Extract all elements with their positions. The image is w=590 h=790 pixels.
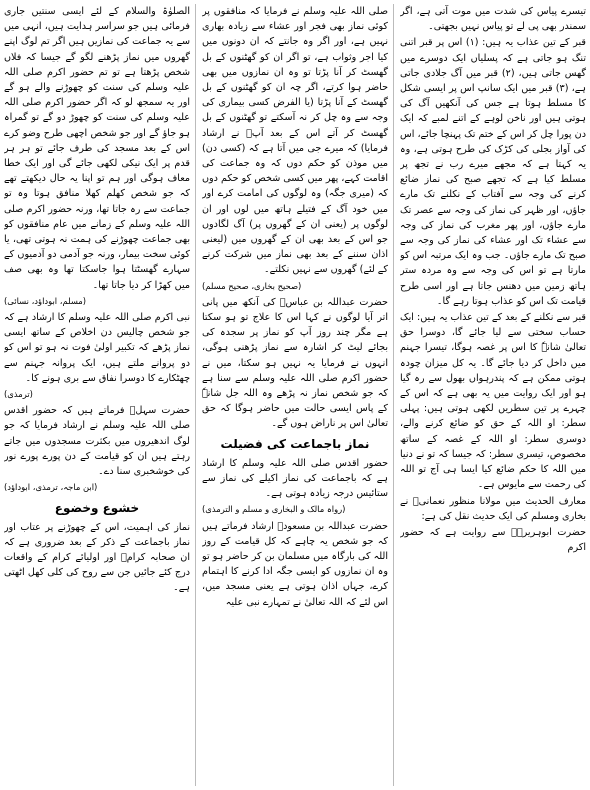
reference: (ابن ماجہ، ترمذی، ابوداؤد) — [4, 482, 98, 493]
section-heading: خشوع وخضوع — [54, 500, 140, 515]
reference: (رواہ مالک و البخاری و مسلم و الترمذی) — [202, 504, 346, 515]
reference: (مسلم، ابوداؤد، نسائی) — [4, 295, 87, 306]
paragraph: حضرت سہلؓ فرماتے ہیں کہ حضور اقدس صلی اللہ علیہ وسلم نے ارشاد فرمایا کہ جو لوگ اندھیروں میں بکثرت مسجدوں میں جاتے رہتے ہیں ان کو قیامت کے دن پورے پورے نور کی خوشخبری سنا دے۔ — [4, 405, 190, 478]
column-3 — [4, 4, 196, 786]
paragraph: حضرت عبداللہ بن عباسؓ کی آنکھ میں پانی اتر آیا لوگوں نے کہا اس کا علاج تو ہو سکتا ہے مگر چند روز آپ کو نماز پر سجدہ کی بجائے لیٹ کر اشارہ سے نماز پڑھنی ہوگی، انہوں نے فرمایا یہ نہیں ہو سکتا، میں نے حضور اکرم صلی اللہ علیہ وسلم سے سنا ہے کہ جو شخص نماز نہ پڑھے وہ اللہ جل شانہٗ کے پاس ایسی حالت میں حاضر ہوگا کہ حق تعالیٰ اس پر ناراض ہوں گے۔ — [202, 296, 388, 430]
column-2 — [202, 4, 394, 786]
column-1 — [400, 4, 586, 786]
paragraph: معارف الحدیث میں مولانا منظور نعمانیؒ نے بخاری ومسلم کی ایک حدیث نقل کی ہے: — [400, 495, 586, 522]
paragraph: تیسرے پیاس کی شدت میں موت آتی ہے، اگر سمندر بھی پی لے تو پیاس نہیں بجھتی۔ — [400, 6, 586, 33]
paragraph: نماز کی اہمیت، اس کے چھوڑنے پر عتاب اور نماز باجماعت کے ذکر کے بعد ضروری ہے کہ ان صحابہ کرامؓ اور اولیائے کرام کے واقعات درج کئے جائیں جن سے روح کی کلی کھل اٹھتی ہے۔ — [4, 521, 190, 594]
reference: (صحیح بخاری، صحیح مسلم) — [202, 280, 302, 291]
paragraph: قبر کے تین عذاب یہ ہیں: (۱) اس پر قبر اتنی تنگ ہو جاتی ہے کہ پسلیاں ایک دوسرے میں گھس جاتی ہیں، (۲) قبر میں آگ جلادی جاتی ہے، (۳) قبر میں ایک سانپ اس پر ایسی شکل کا مسلط ہوتا ہے جس کی آنکھیں آگ کی ہوتی ہیں اور ناخن لوہے کے اتنے لمبے کہ ایک دن پورا چل کر اس کے ختم تک پہنچا جائے، اس کی آواز بجلی کی کڑک کی طرح ہوتی ہے، وہ یہ کہتا ہے کہ مجھے میرے رب نے تجھ پر مسلط کیا ہے کہ تجھے صبح کی نماز ضائع کرنے کی وجہ سے آفتاب کے نکلنے تک مارے جاؤں، اور ظہر کی نماز کی وجہ سے عصر تک مارے جاؤں، اور پھر مغرب کی نماز کی وجہ سے عشاء تک اور عشاء کی نماز کی وجہ سے صبح تک مارے جاؤں۔ جب وہ ایک مرتبہ اس کو مارتا ہے تو اس کی وجہ سے وہ مردہ ستر ہاتھ زمین میں دھنس جاتا ہے اور اسی طرح قیامت تک اس کو عذاب ہوتا رہے گا۔ — [400, 37, 586, 307]
page — [4, 4, 586, 786]
paragraph: نبی اکرم صلی اللہ علیہ وسلم کا ارشاد ہے کہ جو شخص چالیس دن اخلاص کے ساتھ ایسی نماز پڑھے کہ تکبیر اولیٰ فوت نہ ہو تو اس کو دو پروانے ملتے ہیں، ایک پروانہ جہنم سے چھٹکارے کا دوسرا نفاق سے بری ہونے کا۔ — [4, 312, 190, 384]
paragraph: حضور اقدس صلی اللہ علیہ وسلم کا ارشاد ہے کہ باجماعت کی نماز اکیلے کی نماز سے ستائیس درجہ زیادہ ہوتی ہے۔ — [202, 457, 388, 500]
paragraph: حضرت ابوہریرہؓ سے روایت ہے کہ حضور اکرم — [400, 526, 586, 554]
paragraph: صلی اللہ علیہ وسلم نے فرمایا کہ منافقوں پر کوئی نماز بھی فجر اور عشاء سے زیادہ بھاری نہیں ہے، اور اگر وہ جانتے کہ ان دونوں میں کیا اجر وثواب ہے، تو اگر ان کو گھٹنوں کے بل گھسٹ کر آنا پڑتا تو وہ ان نمازوں میں بھی حاضر ہوا کرتے، اگر چہ ان کو گھٹنوں کے بل گھسٹ کے آنا پڑتا (یا الفرض کسی بیماری کی وجہ سے وہ چل کر نہ آسکتے تو گھٹنوں کے بل گھسٹ کر آتے اس کے بعد آپؐ نے ارشاد فرمایا) کہ میرے جی میں آتا ہے کہ (کسی دن) میں موذن کو حکم دوں کہ وہ جماعت کی اقامت کہے، پھر میں کسی شخص کو حکم دوں کہ (میری جگہ) وہ لوگوں کی امامت کرے اور میں خود آگ کے فتیلے ہاتھ میں لوں اور ان لوگوں پر (یعنی ان کے گھروں پر) آگ لگادوں جو اس کے بعد بھی ان کے گھروں میں (لیعنی اذان سننے کے بعد بھی نماز میں شرکت کرنے کے لئے) گھروں سے نہیں نکلتے۔ — [202, 6, 388, 276]
paragraph: الصلوٰۃ والسلام کے لئے ایسی سنتیں جاری فرمائی ہیں جو سراسر ہدایت ہیں، انہی میں سے یہ جماعت کی نمازیں ہیں اگر تم لوگ اپنے گھروں میں نماز پڑھنے لگو گے جیسا کہ فلاں شخص پڑھتا ہے تو تم حضور اکرم صلی اللہ علیہ وسلم کی سنت کو چھوڑنے والے ہو گے اور یہ سمجھ لو کہ اگر حضور اکرم صلی اللہ علیہ وسلم کی سنت کو چھوڑ دو گے تو گمراہ ہو جاؤ گے اور جو شخص اچھی طرح وضو کرے اس کے بعد مسجد کی طرف جائے تو ہر ہر قدم پر ایک نیکی لکھی جائے گی اور ایک خطا معاف ہوگی اور ہم تو اپنا یہ حال دیکھتے تھے کہ جو شخص کھلم کھلا منافق ہوتا وہ تو جماعت سے رہ جاتا تھا، ورنہ حضور اکرم صلی اللہ علیہ وسلم کے زمانے میں عام منافقوں کو بھی جماعت چھوڑنے کی ہمت نہ ہوتی تھی، یا کوئی سخت بیمار، ورنہ جو آدمی دو آدمیوں کے سہارے گھسٹتا ہوا جاسکتا تھا وہ بھی صف میں کھڑا کر دیا جاتا تھا۔ — [4, 6, 190, 291]
reference: (ترمذی) — [4, 389, 33, 400]
paragraph: حضرت عبداللہ بن مسعودؓ ارشاد فرماتے ہیں کہ جو شخص یہ چاہے کہ کل قیامت کے روز اللہ کی بارگاہ میں مسلمان بن کر حاضر ہو تو وہ ان نمازوں کو ایسی جگہ ادا کرنے کا اہتمام کرے، جہاں اذان ہوتی ہے یعنی مسجد میں، اس لئے کہ اللہ تعالیٰ نے تمہارے نبی علیہ — [202, 520, 388, 608]
section-heading: نماز باجماعت کی فضیلت — [220, 436, 370, 451]
paragraph: قبر سے نکلنے کے بعد کے تین عذاب یہ ہیں: ایک حساب سختی سے لیا جائے گا، دوسرا حق تعالیٰ شانہٗ کا اس پر غصہ ہوگا، تیسرا جہنم میں داخل کر دیا جائے گا۔ یہ کل میزان چودہ ہوتی ممکن ہے کہ پندرہواں بھول سے رہ گیا ہو اور ایک روایت میں یہ بھی ہے کہ اس کے چہرے پر تین سطریں لکھی ہوتی ہیں: پہلی سطر: او اللہ کے حق کو ضائع کرنے والے، دوسری سطر: او اللہ کے غصہ کے ساتھ مخصوص، تیسری سطر: کہ جیسا کہ تو نے دنیا میں اللہ کا حکم ضائع کیا ایسا ہی آج تو اللہ کی رحمت سے مایوس ہے۔ — [400, 312, 586, 491]
